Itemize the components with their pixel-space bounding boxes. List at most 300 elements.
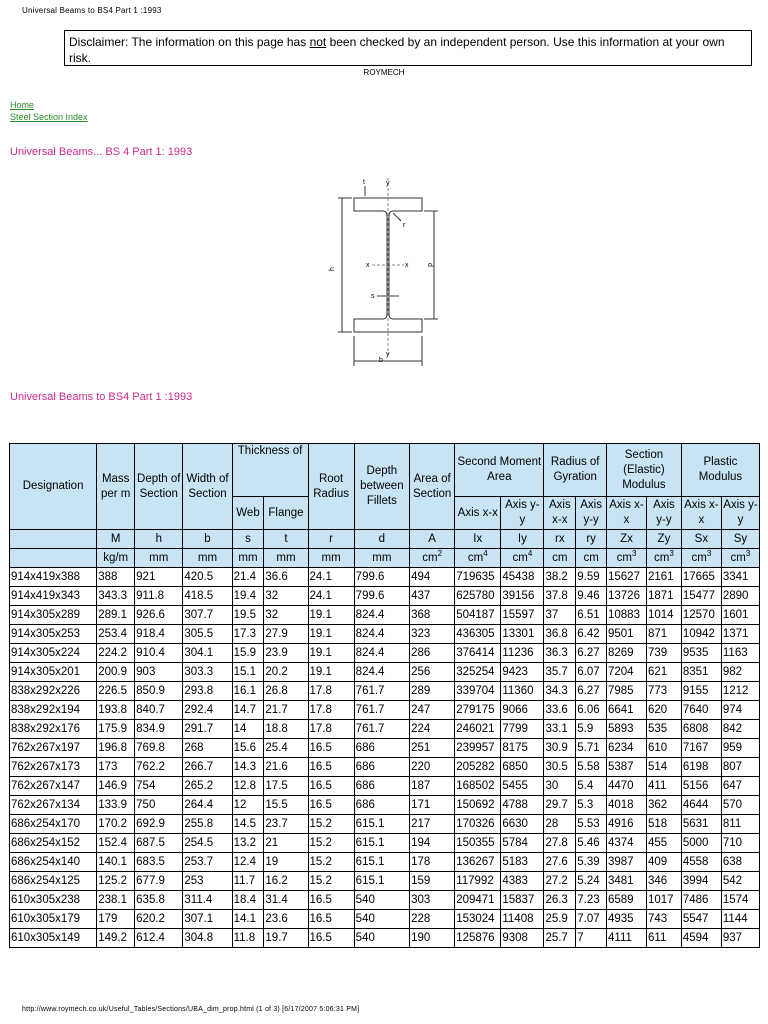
value-cell: 871 [647, 625, 682, 644]
value-cell: 620.2 [135, 910, 183, 929]
value-cell: 239957 [455, 739, 501, 758]
value-cell: 14.5 [232, 815, 264, 834]
value-cell: 376414 [455, 644, 501, 663]
value-cell: 9155 [681, 682, 721, 701]
value-cell: 209471 [455, 891, 501, 910]
header-radius-gyration: Radius of Gyration [544, 444, 607, 497]
value-cell: 19 [264, 853, 308, 872]
value-cell: 21 [264, 834, 308, 853]
value-cell: 6.27 [576, 644, 607, 663]
value-cell: 36.8 [544, 625, 576, 644]
unit-cell [647, 549, 682, 568]
value-cell: 518 [647, 815, 682, 834]
value-cell: 362 [647, 796, 682, 815]
value-cell: 7985 [607, 682, 647, 701]
value-cell: 5547 [681, 910, 721, 929]
value-cell: 17.8 [308, 701, 354, 720]
unit-exponent: 4 [483, 548, 488, 558]
value-cell: 39156 [501, 587, 544, 606]
unit-base: mm [372, 551, 392, 564]
value-cell: 36.3 [544, 644, 576, 663]
value-cell: 19.1 [308, 625, 354, 644]
value-cell: 35.7 [544, 663, 576, 682]
unit-base: cm [467, 551, 484, 564]
properties-table [9, 443, 760, 948]
beam-section-diagram [322, 176, 448, 374]
value-cell: 117992 [455, 872, 501, 891]
value-cell: 31.4 [264, 891, 308, 910]
value-cell: 921 [135, 568, 183, 587]
value-cell: 1601 [721, 606, 759, 625]
designation-cell: 610x305x179 [10, 910, 97, 929]
value-cell: 5.24 [576, 872, 607, 891]
value-cell: 30.5 [544, 758, 576, 777]
value-cell: 761.7 [354, 682, 409, 701]
value-cell: 638 [721, 853, 759, 872]
value-cell: 33.1 [544, 720, 576, 739]
page-footer-url: http://www.roymech.co.uk/Useful_Tables/Sections/UBA_dim_prop.html (1 of 3) [6/17/2007 5:06:31 PM] [22, 1006, 360, 1013]
value-cell: 293.8 [183, 682, 232, 701]
value-cell: 926.6 [135, 606, 183, 625]
value-cell: 535 [647, 720, 682, 739]
value-cell: 6808 [681, 720, 721, 739]
value-cell: 205282 [455, 758, 501, 777]
value-cell: 16.5 [308, 929, 354, 948]
header-second-moment: Second Moment Area [455, 444, 544, 497]
header-width: Width of Section [183, 444, 232, 530]
table-row [10, 606, 760, 625]
table-row [10, 625, 760, 644]
value-cell: 5.53 [576, 815, 607, 834]
unit-base: cm [616, 551, 632, 564]
value-cell: 3994 [681, 872, 721, 891]
value-cell: 339704 [455, 682, 501, 701]
steel-section-index-link[interactable]: Steel Section Index [10, 112, 88, 122]
value-cell: 6198 [681, 758, 721, 777]
disclaimer-box [64, 30, 752, 66]
designation-cell: 686x254x170 [10, 815, 97, 834]
value-cell: 411 [647, 777, 682, 796]
value-cell: 687.5 [135, 834, 183, 853]
unit-cell [264, 549, 308, 568]
header-designation: Designation [10, 444, 97, 530]
value-cell: 226.5 [97, 682, 135, 701]
value-cell: 26.3 [544, 891, 576, 910]
unit-base: cm [654, 551, 670, 564]
value-cell: 27.9 [264, 625, 308, 644]
value-cell: 677.9 [135, 872, 183, 891]
value-cell: 305.5 [183, 625, 232, 644]
value-cell: 12570 [681, 606, 721, 625]
value-cell: 289 [410, 682, 455, 701]
symbol-cell: t [264, 530, 308, 549]
symbol-cell: Zx [607, 530, 647, 549]
value-cell: 9066 [501, 701, 544, 720]
table-row [10, 796, 760, 815]
value-cell: 9.59 [576, 568, 607, 587]
unit-cell [308, 549, 354, 568]
value-cell: 840.7 [135, 701, 183, 720]
header-depth-between-fillets: Depth between Fillets [354, 444, 409, 530]
value-cell: 27.2 [544, 872, 576, 891]
value-cell: 8175 [501, 739, 544, 758]
value-cell: 2161 [647, 568, 682, 587]
label-t: t [363, 179, 365, 186]
value-cell: 37.8 [544, 587, 576, 606]
value-cell: 1871 [647, 587, 682, 606]
value-cell: 16.5 [308, 777, 354, 796]
value-cell: 246021 [455, 720, 501, 739]
table-row [10, 568, 760, 587]
value-cell: 25.7 [544, 929, 576, 948]
value-cell: 311.4 [183, 891, 232, 910]
header-axis-xx: Axis x-x [455, 497, 501, 530]
value-cell: 4916 [607, 815, 647, 834]
value-cell: 291.7 [183, 720, 232, 739]
symbol-cell: Zy [647, 530, 682, 549]
value-cell: 14.1 [232, 910, 264, 929]
header-thickness: Thickness of [232, 444, 308, 497]
value-cell: 307.7 [183, 606, 232, 625]
value-cell: 4935 [607, 910, 647, 929]
value-cell: 937 [721, 929, 759, 948]
value-cell: 6641 [607, 701, 647, 720]
value-cell: 28 [544, 815, 576, 834]
page-header-title: Universal Beams to BS4 Part 1 :1993 [22, 6, 162, 15]
label-r: r [403, 222, 406, 229]
value-cell: 4374 [607, 834, 647, 853]
value-cell: 540 [354, 910, 409, 929]
value-cell: 18.8 [264, 720, 308, 739]
value-cell: 125876 [455, 929, 501, 948]
value-cell: 175.9 [97, 720, 135, 739]
value-cell: 842 [721, 720, 759, 739]
header-axis-xx: Axis x-x [607, 497, 647, 530]
value-cell: 686 [354, 796, 409, 815]
value-cell: 6.07 [576, 663, 607, 682]
value-cell: 190 [410, 929, 455, 948]
value-cell: 253 [183, 872, 232, 891]
value-cell: 514 [647, 758, 682, 777]
value-cell: 903 [135, 663, 183, 682]
value-cell: 9501 [607, 625, 647, 644]
header-web: Web [232, 497, 264, 530]
value-cell: 5.9 [576, 720, 607, 739]
value-cell: 1212 [721, 682, 759, 701]
label-x-right: x [405, 262, 409, 269]
value-cell: 12.4 [232, 853, 264, 872]
value-cell: 220 [410, 758, 455, 777]
value-cell: 13.2 [232, 834, 264, 853]
value-cell: 911.8 [135, 587, 183, 606]
designation-cell: 914x305x201 [10, 663, 97, 682]
symbol-spacer [10, 530, 97, 549]
value-cell: 7.07 [576, 910, 607, 929]
value-cell: 168502 [455, 777, 501, 796]
value-cell: 15.5 [264, 796, 308, 815]
value-cell: 611 [647, 929, 682, 948]
value-cell: 304.1 [183, 644, 232, 663]
value-cell: 17.3 [232, 625, 264, 644]
value-cell: 1014 [647, 606, 682, 625]
unit-exponent: 4 [527, 548, 533, 558]
unit-spacer [10, 549, 97, 568]
symbol-cell: d [354, 530, 409, 549]
unit-base: mm [197, 551, 218, 564]
value-cell: 610 [647, 739, 682, 758]
value-cell: 811 [721, 815, 759, 834]
value-cell: 12 [232, 796, 264, 815]
value-cell: 45438 [501, 568, 544, 587]
value-cell: 9535 [681, 644, 721, 663]
table-row [10, 644, 760, 663]
table-row [10, 758, 760, 777]
designation-cell: 838x292x226 [10, 682, 97, 701]
symbol-cell: M [97, 530, 135, 549]
value-cell: 1574 [721, 891, 759, 910]
value-cell: 9423 [501, 663, 544, 682]
value-cell: 303 [410, 891, 455, 910]
label-x-left: x [366, 262, 370, 269]
value-cell: 30.9 [544, 739, 576, 758]
designation-cell: 610x305x238 [10, 891, 97, 910]
symbol-cell: Ix [455, 530, 501, 549]
value-cell: 170.2 [97, 815, 135, 834]
unit-cell [681, 549, 721, 568]
value-cell: 850.9 [135, 682, 183, 701]
value-cell: 16.5 [308, 758, 354, 777]
value-cell: 27.8 [544, 834, 576, 853]
unit-cell [721, 549, 759, 568]
value-cell: 15.1 [232, 663, 264, 682]
value-cell: 824.4 [354, 663, 409, 682]
value-cell: 5000 [681, 834, 721, 853]
table-row [10, 891, 760, 910]
value-cell: 15.2 [308, 834, 354, 853]
value-cell: 150692 [455, 796, 501, 815]
value-cell: 635.8 [135, 891, 183, 910]
unit-cell [410, 549, 455, 568]
value-cell: 10883 [607, 606, 647, 625]
value-cell: 178 [410, 853, 455, 872]
value-cell: 5631 [681, 815, 721, 834]
value-cell: 418.5 [183, 587, 232, 606]
table-body [10, 568, 760, 948]
value-cell: 647 [721, 777, 759, 796]
value-cell: 149.2 [97, 929, 135, 948]
unit-cell [354, 549, 409, 568]
value-cell: 615.1 [354, 872, 409, 891]
designation-cell: 762x267x173 [10, 758, 97, 777]
symbol-row [10, 530, 760, 549]
value-cell: 10942 [681, 625, 721, 644]
value-cell: 3987 [607, 853, 647, 872]
value-cell: 761.7 [354, 701, 409, 720]
value-cell: 16.2 [264, 872, 308, 891]
unit-exponent: 3 [745, 548, 751, 558]
value-cell: 5387 [607, 758, 647, 777]
value-cell: 5.3 [576, 796, 607, 815]
disclaimer-text: Disclaimer: The information on this page has [69, 35, 310, 49]
value-cell: 7 [576, 929, 607, 948]
value-cell: 15597 [501, 606, 544, 625]
value-cell: 286 [410, 644, 455, 663]
value-cell: 6630 [501, 815, 544, 834]
value-cell: 253.7 [183, 853, 232, 872]
table-row [10, 701, 760, 720]
value-cell: 23.6 [264, 910, 308, 929]
unit-base: mm [149, 551, 169, 564]
value-cell: 16.5 [308, 739, 354, 758]
symbol-cell: Iy [501, 530, 544, 549]
value-cell: 21.4 [232, 568, 264, 587]
value-cell: 910.4 [135, 644, 183, 663]
value-cell: 15477 [681, 587, 721, 606]
header-depth: Depth of Section [135, 444, 183, 530]
symbol-cell: r [308, 530, 354, 549]
value-cell: 18.4 [232, 891, 264, 910]
section-title: Universal Beams... BS 4 Part 1: 1993 [10, 146, 193, 158]
value-cell: 754 [135, 777, 183, 796]
value-cell: 200.9 [97, 663, 135, 682]
table-row [10, 815, 760, 834]
designation-cell: 914x419x388 [10, 568, 97, 587]
value-cell: 8351 [681, 663, 721, 682]
designation-cell: 838x292x176 [10, 720, 97, 739]
unit-cell [455, 549, 501, 568]
value-cell: 19.1 [308, 663, 354, 682]
value-cell: 7.23 [576, 891, 607, 910]
value-cell: 769.8 [135, 739, 183, 758]
value-cell: 292.4 [183, 701, 232, 720]
value-cell: 686 [354, 739, 409, 758]
value-cell: 9.46 [576, 587, 607, 606]
value-cell: 266.7 [183, 758, 232, 777]
value-cell: 325254 [455, 663, 501, 682]
value-cell: 32 [264, 606, 308, 625]
value-cell: 133.9 [97, 796, 135, 815]
table-row [10, 682, 760, 701]
value-cell: 5784 [501, 834, 544, 853]
header-axis-yy: Axis y-y [647, 497, 682, 530]
home-link[interactable]: Home [10, 100, 35, 110]
unit-cell [135, 549, 183, 568]
unit-base: cm [730, 551, 746, 564]
value-cell: 799.6 [354, 587, 409, 606]
value-cell: 11360 [501, 682, 544, 701]
value-cell: 686 [354, 758, 409, 777]
value-cell: 255.8 [183, 815, 232, 834]
value-cell: 13726 [607, 587, 647, 606]
table-title: Universal Beams to BS4 Part 1 :1993 [10, 391, 193, 403]
unit-exponent: 2 [437, 548, 443, 558]
label-y-bottom: y [386, 351, 390, 358]
value-cell: 4594 [681, 929, 721, 948]
value-cell: 773 [647, 682, 682, 701]
value-cell: 750 [135, 796, 183, 815]
value-cell: 19.1 [308, 644, 354, 663]
value-cell: 504187 [455, 606, 501, 625]
symbol-cell: ry [576, 530, 607, 549]
value-cell: 159 [410, 872, 455, 891]
value-cell: 5.46 [576, 834, 607, 853]
value-cell: 15.6 [232, 739, 264, 758]
header-plastic-modulus: Plastic Modulus [681, 444, 759, 497]
value-cell: 12.8 [232, 777, 264, 796]
value-cell: 217 [410, 815, 455, 834]
value-cell: 171 [410, 796, 455, 815]
value-cell: 570 [721, 796, 759, 815]
value-cell: 4644 [681, 796, 721, 815]
header-axis-xx: Axis x-x [544, 497, 576, 530]
value-cell: 6589 [607, 891, 647, 910]
table-row [10, 929, 760, 948]
value-cell: 743 [647, 910, 682, 929]
value-cell: 824.4 [354, 625, 409, 644]
value-cell: 5893 [607, 720, 647, 739]
value-cell: 1144 [721, 910, 759, 929]
value-cell: 279175 [455, 701, 501, 720]
header-axis-xx: Axis x-x [681, 497, 721, 530]
value-cell: 343.3 [97, 587, 135, 606]
value-cell: 7204 [607, 663, 647, 682]
value-cell: 834.9 [135, 720, 183, 739]
value-cell: 21.7 [264, 701, 308, 720]
unit-base: cm [552, 551, 568, 564]
value-cell: 3341 [721, 568, 759, 587]
value-cell: 187 [410, 777, 455, 796]
value-cell: 238.1 [97, 891, 135, 910]
value-cell: 5.39 [576, 853, 607, 872]
value-cell: 762.2 [135, 758, 183, 777]
table-row [10, 872, 760, 891]
table-row [10, 739, 760, 758]
header-axis-yy: Axis y-y [721, 497, 759, 530]
value-cell: 15837 [501, 891, 544, 910]
value-cell: 807 [721, 758, 759, 777]
unit-cell [183, 549, 232, 568]
disclaimer-emphasis: not [309, 35, 327, 49]
header-section-modulus: Section (Elastic) Modulus [607, 444, 682, 497]
symbol-cell: s [232, 530, 264, 549]
value-cell: 16.5 [308, 891, 354, 910]
value-cell: 17.5 [264, 777, 308, 796]
value-cell: 6850 [501, 758, 544, 777]
value-cell: 173 [97, 758, 135, 777]
value-cell: 17665 [681, 568, 721, 587]
value-cell: 9308 [501, 929, 544, 948]
value-cell: 265.2 [183, 777, 232, 796]
unit-cell [232, 549, 264, 568]
value-cell: 16.1 [232, 682, 264, 701]
value-cell: 17.8 [308, 720, 354, 739]
value-cell: 153024 [455, 910, 501, 929]
value-cell: 739 [647, 644, 682, 663]
unit-cell [607, 549, 647, 568]
value-cell: 11408 [501, 910, 544, 929]
value-cell: 33.6 [544, 701, 576, 720]
value-cell: 692.9 [135, 815, 183, 834]
value-cell: 7640 [681, 701, 721, 720]
value-cell: 11236 [501, 644, 544, 663]
value-cell: 307.1 [183, 910, 232, 929]
value-cell: 16.5 [308, 796, 354, 815]
designation-cell: 914x305x289 [10, 606, 97, 625]
value-cell: 140.1 [97, 853, 135, 872]
table-row [10, 910, 760, 929]
value-cell: 5.58 [576, 758, 607, 777]
value-cell: 17.8 [308, 682, 354, 701]
